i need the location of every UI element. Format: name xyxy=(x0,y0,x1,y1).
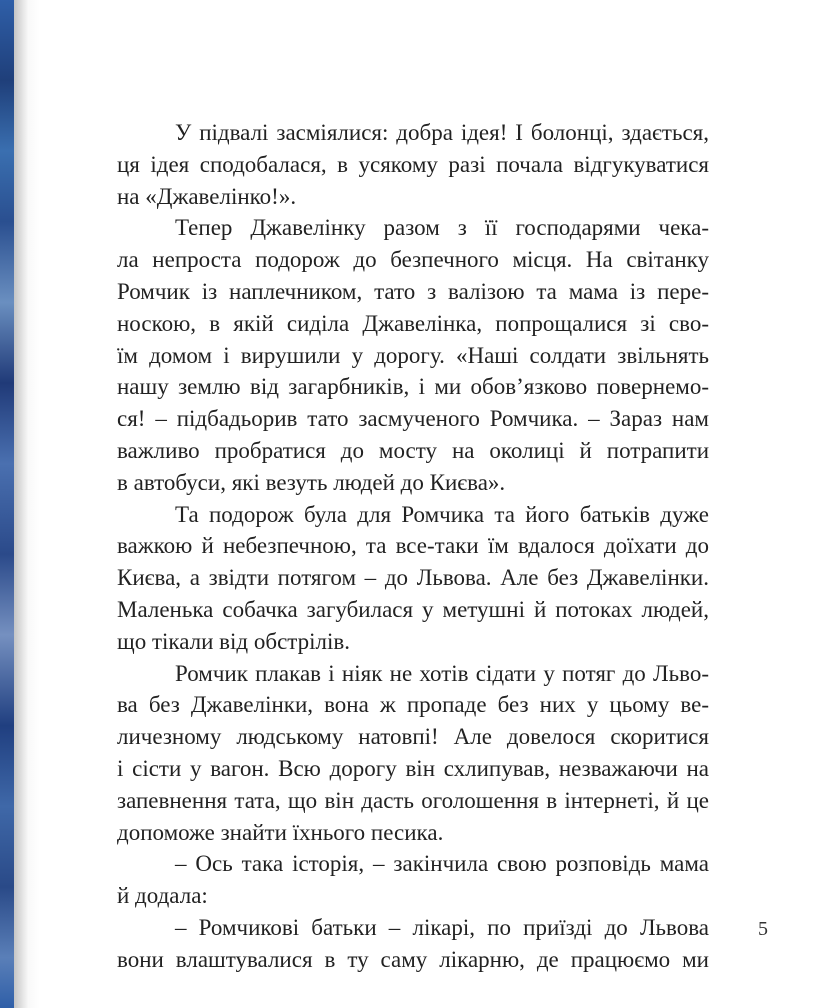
text-line: ла непроста подорож до безпечного місця. На світанку xyxy=(117,247,709,273)
text-line: і сісти у вагон. Всю дорогу він схлипував, незважаючи на xyxy=(117,755,709,781)
text-line: на «Джавелінко!». xyxy=(117,183,297,209)
text-line: нашу землю від загарбників, і ми обов’язково повернемо- xyxy=(117,374,709,400)
text-line: Та подорож була для Ромчика та його батьків дуже xyxy=(175,501,709,527)
text-line: важливо пробратися до мосту на околиці й потрапити xyxy=(117,437,709,463)
text-line: – Ромчикові батьки – лікарі, по приїзді до Львова xyxy=(175,914,709,940)
text-line: що тікали від обстрілів. xyxy=(117,628,350,654)
text-line: запевнення тата, що він дасть оголошення в інтернеті, й це xyxy=(117,787,709,813)
text-line: Тепер Джавелінку разом з її господарями чека- xyxy=(175,215,709,241)
text-line: носкою, в якій сиділа Джавелінка, попрощалися зі сво- xyxy=(117,310,709,336)
text-line: ця ідея сподобалася, в усякому разі почала відгукуватися xyxy=(117,151,709,177)
text-line: У підвалі засміялися: добра ідея! І болонці, здається, xyxy=(175,120,709,145)
page-number: 5 xyxy=(758,918,768,940)
book-binding-edge xyxy=(0,0,14,1008)
text-line: ва без Джавелінки, вона ж пропаде без них у цьому ве- xyxy=(117,692,709,718)
text-line: й додала: xyxy=(117,883,208,909)
text-line: важкою й небезпечною, та все-таки їм вдалося доїхати до xyxy=(117,533,709,559)
text-line: Києва, а звідти потягом – до Львова. Але без Джавелінки. xyxy=(117,565,709,591)
text-line: вони влаштувалися в ту саму лікарню, де працюємо ми xyxy=(117,946,709,972)
text-line: в автобуси, які везуть людей до Києва». xyxy=(117,469,506,495)
text-line: допоможе знайти їхнього песика. xyxy=(117,819,444,845)
text-line: Маленька собачка загубилася у метушні й потоках людей, xyxy=(117,596,709,622)
text-line: Ромчик із наплечником, тато з валізою та мама із пере- xyxy=(117,278,709,304)
page-text xyxy=(117,117,709,976)
text-line: ся! – підбадьорив тато засмученого Ромчика. – Зараз нам xyxy=(117,406,709,432)
text-line: личезному людському натовпі! Але довелося скоритися xyxy=(117,724,709,750)
text-line: їм домом і вирушили у дорогу. «Наші солдати звільнять xyxy=(117,342,709,368)
text-line: – Ось така історія, – закінчила свою розповідь мама xyxy=(175,851,709,877)
text-line: Ромчик плакав і ніяк не хотів сідати у потяг до Льво- xyxy=(175,660,709,686)
